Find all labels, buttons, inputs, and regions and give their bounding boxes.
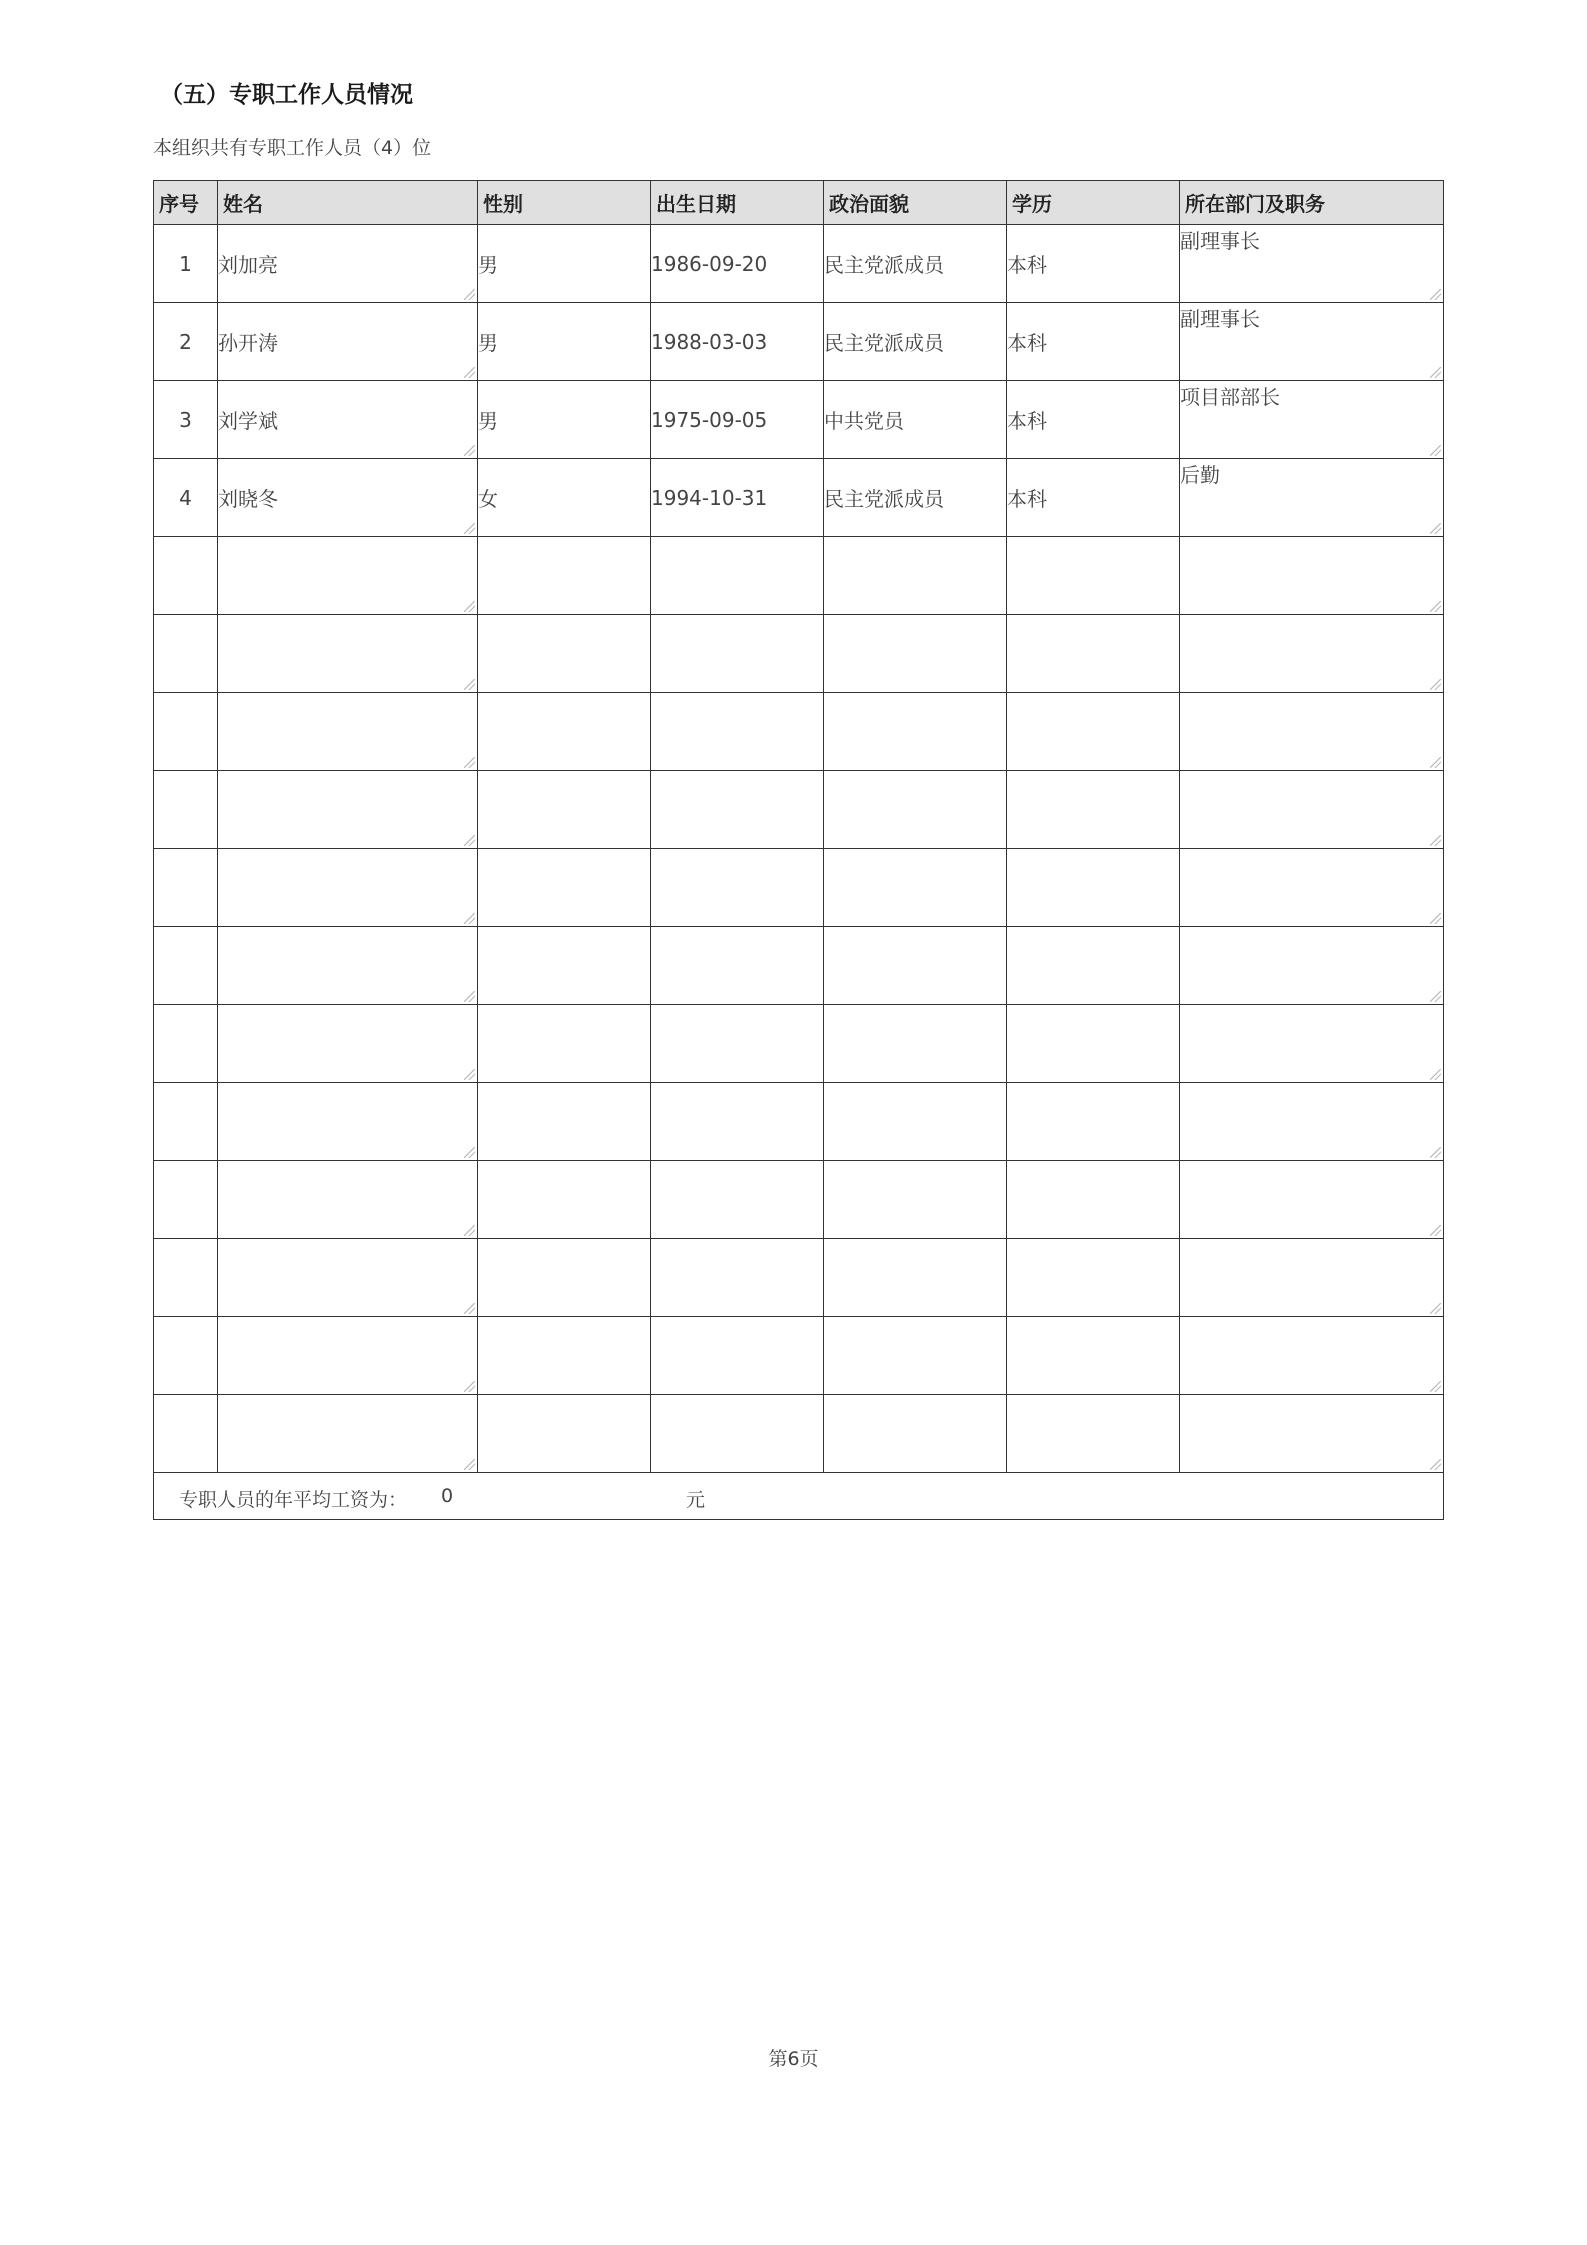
cell-political-status[interactable] xyxy=(824,225,1007,303)
cell-department-position-text: 副理事长 xyxy=(1180,229,1260,253)
resize-handle-icon[interactable] xyxy=(464,601,475,612)
cell-department-position[interactable] xyxy=(1180,537,1444,615)
cell-name[interactable] xyxy=(218,1395,478,1473)
cell-gender[interactable] xyxy=(478,1083,651,1161)
cell-index-text: 1 xyxy=(179,251,192,276)
salary-row xyxy=(154,1473,1444,1520)
cell-gender[interactable] xyxy=(478,537,651,615)
cell-education-text: 本科 xyxy=(1007,487,1047,511)
cell-name[interactable] xyxy=(218,459,478,537)
cell-political-status[interactable] xyxy=(824,381,1007,459)
table-row xyxy=(154,771,1444,849)
table-row xyxy=(154,1317,1444,1395)
cell-gender[interactable] xyxy=(478,615,651,693)
cell-political-status[interactable] xyxy=(824,693,1007,771)
cell-education[interactable] xyxy=(1007,615,1180,693)
resize-handle-icon[interactable] xyxy=(464,289,475,300)
header-department-position: 所在部门及职务 xyxy=(1180,181,1444,225)
cell-birth-date[interactable] xyxy=(651,1317,824,1395)
cell-political-status[interactable] xyxy=(824,303,1007,381)
staff-count-text: 本组织共有专职工作人员（4）位 xyxy=(153,137,432,159)
cell-education[interactable] xyxy=(1007,381,1180,459)
cell-birth-date[interactable] xyxy=(651,1161,824,1239)
cell-index xyxy=(154,303,218,381)
cell-gender[interactable] xyxy=(478,303,651,381)
cell-index xyxy=(154,1239,218,1317)
cell-gender[interactable] xyxy=(478,927,651,1005)
cell-index xyxy=(154,849,218,927)
cell-political-status-text: 中共党员 xyxy=(824,409,904,433)
cell-name[interactable] xyxy=(218,1005,478,1083)
salary-unit: 元 xyxy=(686,1489,706,1511)
resize-handle-icon[interactable] xyxy=(1430,289,1441,300)
cell-birth-date-text: 1986-09-20 xyxy=(651,251,768,276)
cell-name[interactable] xyxy=(218,1317,478,1395)
table-row xyxy=(154,849,1444,927)
table-row xyxy=(154,1239,1444,1317)
cell-department-position[interactable] xyxy=(1180,381,1444,459)
cell-department-position[interactable] xyxy=(1180,459,1444,537)
table-row xyxy=(154,537,1444,615)
staff-table xyxy=(153,180,1444,1520)
cell-gender[interactable] xyxy=(478,225,651,303)
resize-handle-icon[interactable] xyxy=(464,523,475,534)
resize-handle-icon[interactable] xyxy=(464,991,475,1002)
cell-birth-date[interactable] xyxy=(651,1005,824,1083)
resize-handle-icon[interactable] xyxy=(1430,523,1441,534)
cell-political-status[interactable] xyxy=(824,927,1007,1005)
cell-birth-date[interactable] xyxy=(651,1083,824,1161)
cell-gender[interactable] xyxy=(478,693,651,771)
salary-value[interactable]: 0 xyxy=(441,1485,454,1507)
cell-index xyxy=(154,1161,218,1239)
cell-index-text: 4 xyxy=(179,485,192,510)
cell-birth-date[interactable] xyxy=(651,849,824,927)
cell-name[interactable] xyxy=(218,693,478,771)
table-row xyxy=(154,615,1444,693)
table-row xyxy=(154,381,1444,459)
cell-political-status[interactable] xyxy=(824,537,1007,615)
cell-gender-text: 女 xyxy=(478,487,498,511)
cell-education[interactable] xyxy=(1007,1005,1180,1083)
cell-index xyxy=(154,381,218,459)
cell-department-position-text: 副理事长 xyxy=(1180,307,1260,331)
cell-department-position[interactable] xyxy=(1180,1395,1444,1473)
cell-name[interactable] xyxy=(218,927,478,1005)
resize-handle-icon[interactable] xyxy=(1430,1303,1441,1314)
cell-education[interactable] xyxy=(1007,225,1180,303)
cell-gender[interactable] xyxy=(478,771,651,849)
resize-handle-icon[interactable] xyxy=(464,835,475,846)
cell-education[interactable] xyxy=(1007,927,1180,1005)
cell-name[interactable] xyxy=(218,1083,478,1161)
cell-birth-date[interactable] xyxy=(651,615,824,693)
cell-birth-date[interactable] xyxy=(651,1239,824,1317)
cell-political-status[interactable] xyxy=(824,1005,1007,1083)
cell-education[interactable] xyxy=(1007,1083,1180,1161)
cell-birth-date[interactable] xyxy=(651,381,824,459)
cell-gender-text: 男 xyxy=(478,331,498,355)
cell-name[interactable] xyxy=(218,849,478,927)
cell-education-text: 本科 xyxy=(1007,409,1047,433)
cell-birth-date[interactable] xyxy=(651,303,824,381)
resize-handle-icon[interactable] xyxy=(464,1459,475,1470)
table-header-row xyxy=(154,181,1444,225)
cell-index xyxy=(154,693,218,771)
header-education: 学历 xyxy=(1007,181,1180,225)
cell-education[interactable] xyxy=(1007,849,1180,927)
cell-education[interactable] xyxy=(1007,537,1180,615)
cell-political-status[interactable] xyxy=(824,1083,1007,1161)
cell-name[interactable] xyxy=(218,615,478,693)
cell-gender[interactable] xyxy=(478,1161,651,1239)
resize-handle-icon[interactable] xyxy=(464,1069,475,1080)
cell-name[interactable] xyxy=(218,1161,478,1239)
cell-education[interactable] xyxy=(1007,303,1180,381)
resize-handle-icon[interactable] xyxy=(1430,1381,1441,1392)
cell-department-position-text: 项目部部长 xyxy=(1180,385,1280,409)
cell-education[interactable] xyxy=(1007,693,1180,771)
resize-handle-icon[interactable] xyxy=(1430,601,1441,612)
cell-education[interactable] xyxy=(1007,771,1180,849)
cell-department-position[interactable] xyxy=(1180,927,1444,1005)
cell-political-status[interactable] xyxy=(824,1161,1007,1239)
cell-index-text: 3 xyxy=(179,407,192,432)
cell-gender[interactable] xyxy=(478,381,651,459)
cell-name-text: 刘晓冬 xyxy=(218,487,278,511)
cell-department-position[interactable] xyxy=(1180,849,1444,927)
cell-education-text: 本科 xyxy=(1007,331,1047,355)
resize-handle-icon[interactable] xyxy=(464,679,475,690)
resize-handle-icon[interactable] xyxy=(464,1303,475,1314)
resize-handle-icon[interactable] xyxy=(1430,991,1441,1002)
cell-name[interactable] xyxy=(218,381,478,459)
cell-name[interactable] xyxy=(218,303,478,381)
resize-handle-icon[interactable] xyxy=(464,913,475,924)
cell-gender-text: 男 xyxy=(478,409,498,433)
table-row xyxy=(154,1005,1444,1083)
resize-handle-icon[interactable] xyxy=(1430,679,1441,690)
table-row xyxy=(154,459,1444,537)
cell-education[interactable] xyxy=(1007,1317,1180,1395)
cell-index xyxy=(154,1395,218,1473)
cell-birth-date[interactable] xyxy=(651,771,824,849)
header-gender: 性别 xyxy=(478,181,651,225)
cell-birth-date[interactable] xyxy=(651,927,824,1005)
cell-political-status[interactable] xyxy=(824,849,1007,927)
cell-index xyxy=(154,1083,218,1161)
cell-index-text: 2 xyxy=(179,329,192,354)
cell-political-status[interactable] xyxy=(824,1395,1007,1473)
cell-birth-date-text: 1994-10-31 xyxy=(651,485,768,510)
cell-birth-date-text: 1988-03-03 xyxy=(651,329,768,354)
resize-handle-icon[interactable] xyxy=(1430,1225,1441,1236)
cell-political-status[interactable] xyxy=(824,459,1007,537)
resize-handle-icon[interactable] xyxy=(464,1225,475,1236)
resize-handle-icon[interactable] xyxy=(1430,1459,1441,1470)
section-title: （五）专职工作人员情况 xyxy=(160,82,413,108)
cell-education[interactable] xyxy=(1007,1161,1180,1239)
cell-political-status[interactable] xyxy=(824,615,1007,693)
resize-handle-icon[interactable] xyxy=(1430,835,1441,846)
cell-index xyxy=(154,1005,218,1083)
cell-birth-date-text: 1975-09-05 xyxy=(651,407,768,432)
cell-education[interactable] xyxy=(1007,459,1180,537)
cell-department-position[interactable] xyxy=(1180,225,1444,303)
cell-index xyxy=(154,615,218,693)
page-number: 第6页 xyxy=(768,2048,819,2070)
table-row xyxy=(154,225,1444,303)
cell-index xyxy=(154,459,218,537)
cell-name[interactable] xyxy=(218,225,478,303)
table-row xyxy=(154,693,1444,771)
resize-handle-icon[interactable] xyxy=(1430,445,1441,456)
cell-gender-text: 男 xyxy=(478,253,498,277)
cell-birth-date[interactable] xyxy=(651,225,824,303)
resize-handle-icon[interactable] xyxy=(1430,1147,1441,1158)
table-row xyxy=(154,1395,1444,1473)
cell-index xyxy=(154,927,218,1005)
cell-name[interactable] xyxy=(218,537,478,615)
cell-department-position[interactable] xyxy=(1180,1005,1444,1083)
resize-handle-icon[interactable] xyxy=(464,757,475,768)
cell-index xyxy=(154,225,218,303)
cell-political-status[interactable] xyxy=(824,1317,1007,1395)
cell-department-position[interactable] xyxy=(1180,1317,1444,1395)
header-birth-date: 出生日期 xyxy=(651,181,824,225)
cell-birth-date[interactable] xyxy=(651,459,824,537)
cell-education[interactable] xyxy=(1007,1239,1180,1317)
header-political-status: 政治面貌 xyxy=(824,181,1007,225)
cell-department-position[interactable] xyxy=(1180,1083,1444,1161)
cell-gender[interactable] xyxy=(478,1239,651,1317)
cell-name[interactable] xyxy=(218,1239,478,1317)
cell-political-status-text: 民主党派成员 xyxy=(824,331,944,355)
cell-name-text: 孙开涛 xyxy=(218,331,278,355)
cell-department-position[interactable] xyxy=(1180,303,1444,381)
cell-birth-date[interactable] xyxy=(651,1395,824,1473)
table-row xyxy=(154,927,1444,1005)
resize-handle-icon[interactable] xyxy=(1430,757,1441,768)
header-name: 姓名 xyxy=(218,181,478,225)
cell-birth-date[interactable] xyxy=(651,537,824,615)
salary-label: 专职人员的年平均工资为： xyxy=(179,1489,408,1511)
cell-gender[interactable] xyxy=(478,1395,651,1473)
cell-department-position[interactable] xyxy=(1180,771,1444,849)
cell-political-status[interactable] xyxy=(824,1239,1007,1317)
resize-handle-icon[interactable] xyxy=(464,1147,475,1158)
cell-index xyxy=(154,771,218,849)
table-row xyxy=(154,303,1444,381)
cell-birth-date[interactable] xyxy=(651,693,824,771)
cell-gender[interactable] xyxy=(478,1317,651,1395)
table-row xyxy=(154,1161,1444,1239)
cell-political-status-text: 民主党派成员 xyxy=(824,253,944,277)
header-index: 序号 xyxy=(154,181,218,225)
resize-handle-icon[interactable] xyxy=(464,367,475,378)
cell-gender[interactable] xyxy=(478,849,651,927)
resize-handle-icon[interactable] xyxy=(464,445,475,456)
resize-handle-icon[interactable] xyxy=(1430,367,1441,378)
resize-handle-icon[interactable] xyxy=(464,1381,475,1392)
cell-name-text: 刘学斌 xyxy=(218,409,278,433)
cell-name-text: 刘加亮 xyxy=(218,253,278,277)
cell-department-position[interactable] xyxy=(1180,615,1444,693)
cell-political-status-text: 民主党派成员 xyxy=(824,487,944,511)
table-row xyxy=(154,1083,1444,1161)
resize-handle-icon[interactable] xyxy=(1430,913,1441,924)
cell-gender[interactable] xyxy=(478,1005,651,1083)
cell-education[interactable] xyxy=(1007,1395,1180,1473)
resize-handle-icon[interactable] xyxy=(1430,1069,1441,1080)
cell-name[interactable] xyxy=(218,771,478,849)
cell-political-status[interactable] xyxy=(824,771,1007,849)
cell-department-position[interactable] xyxy=(1180,1239,1444,1317)
cell-education-text: 本科 xyxy=(1007,253,1047,277)
cell-gender[interactable] xyxy=(478,459,651,537)
cell-department-position[interactable] xyxy=(1180,1161,1444,1239)
cell-index xyxy=(154,537,218,615)
cell-index xyxy=(154,1317,218,1395)
cell-department-position[interactable] xyxy=(1180,693,1444,771)
cell-department-position-text: 后勤 xyxy=(1180,463,1220,487)
salary-cell xyxy=(154,1473,1444,1520)
